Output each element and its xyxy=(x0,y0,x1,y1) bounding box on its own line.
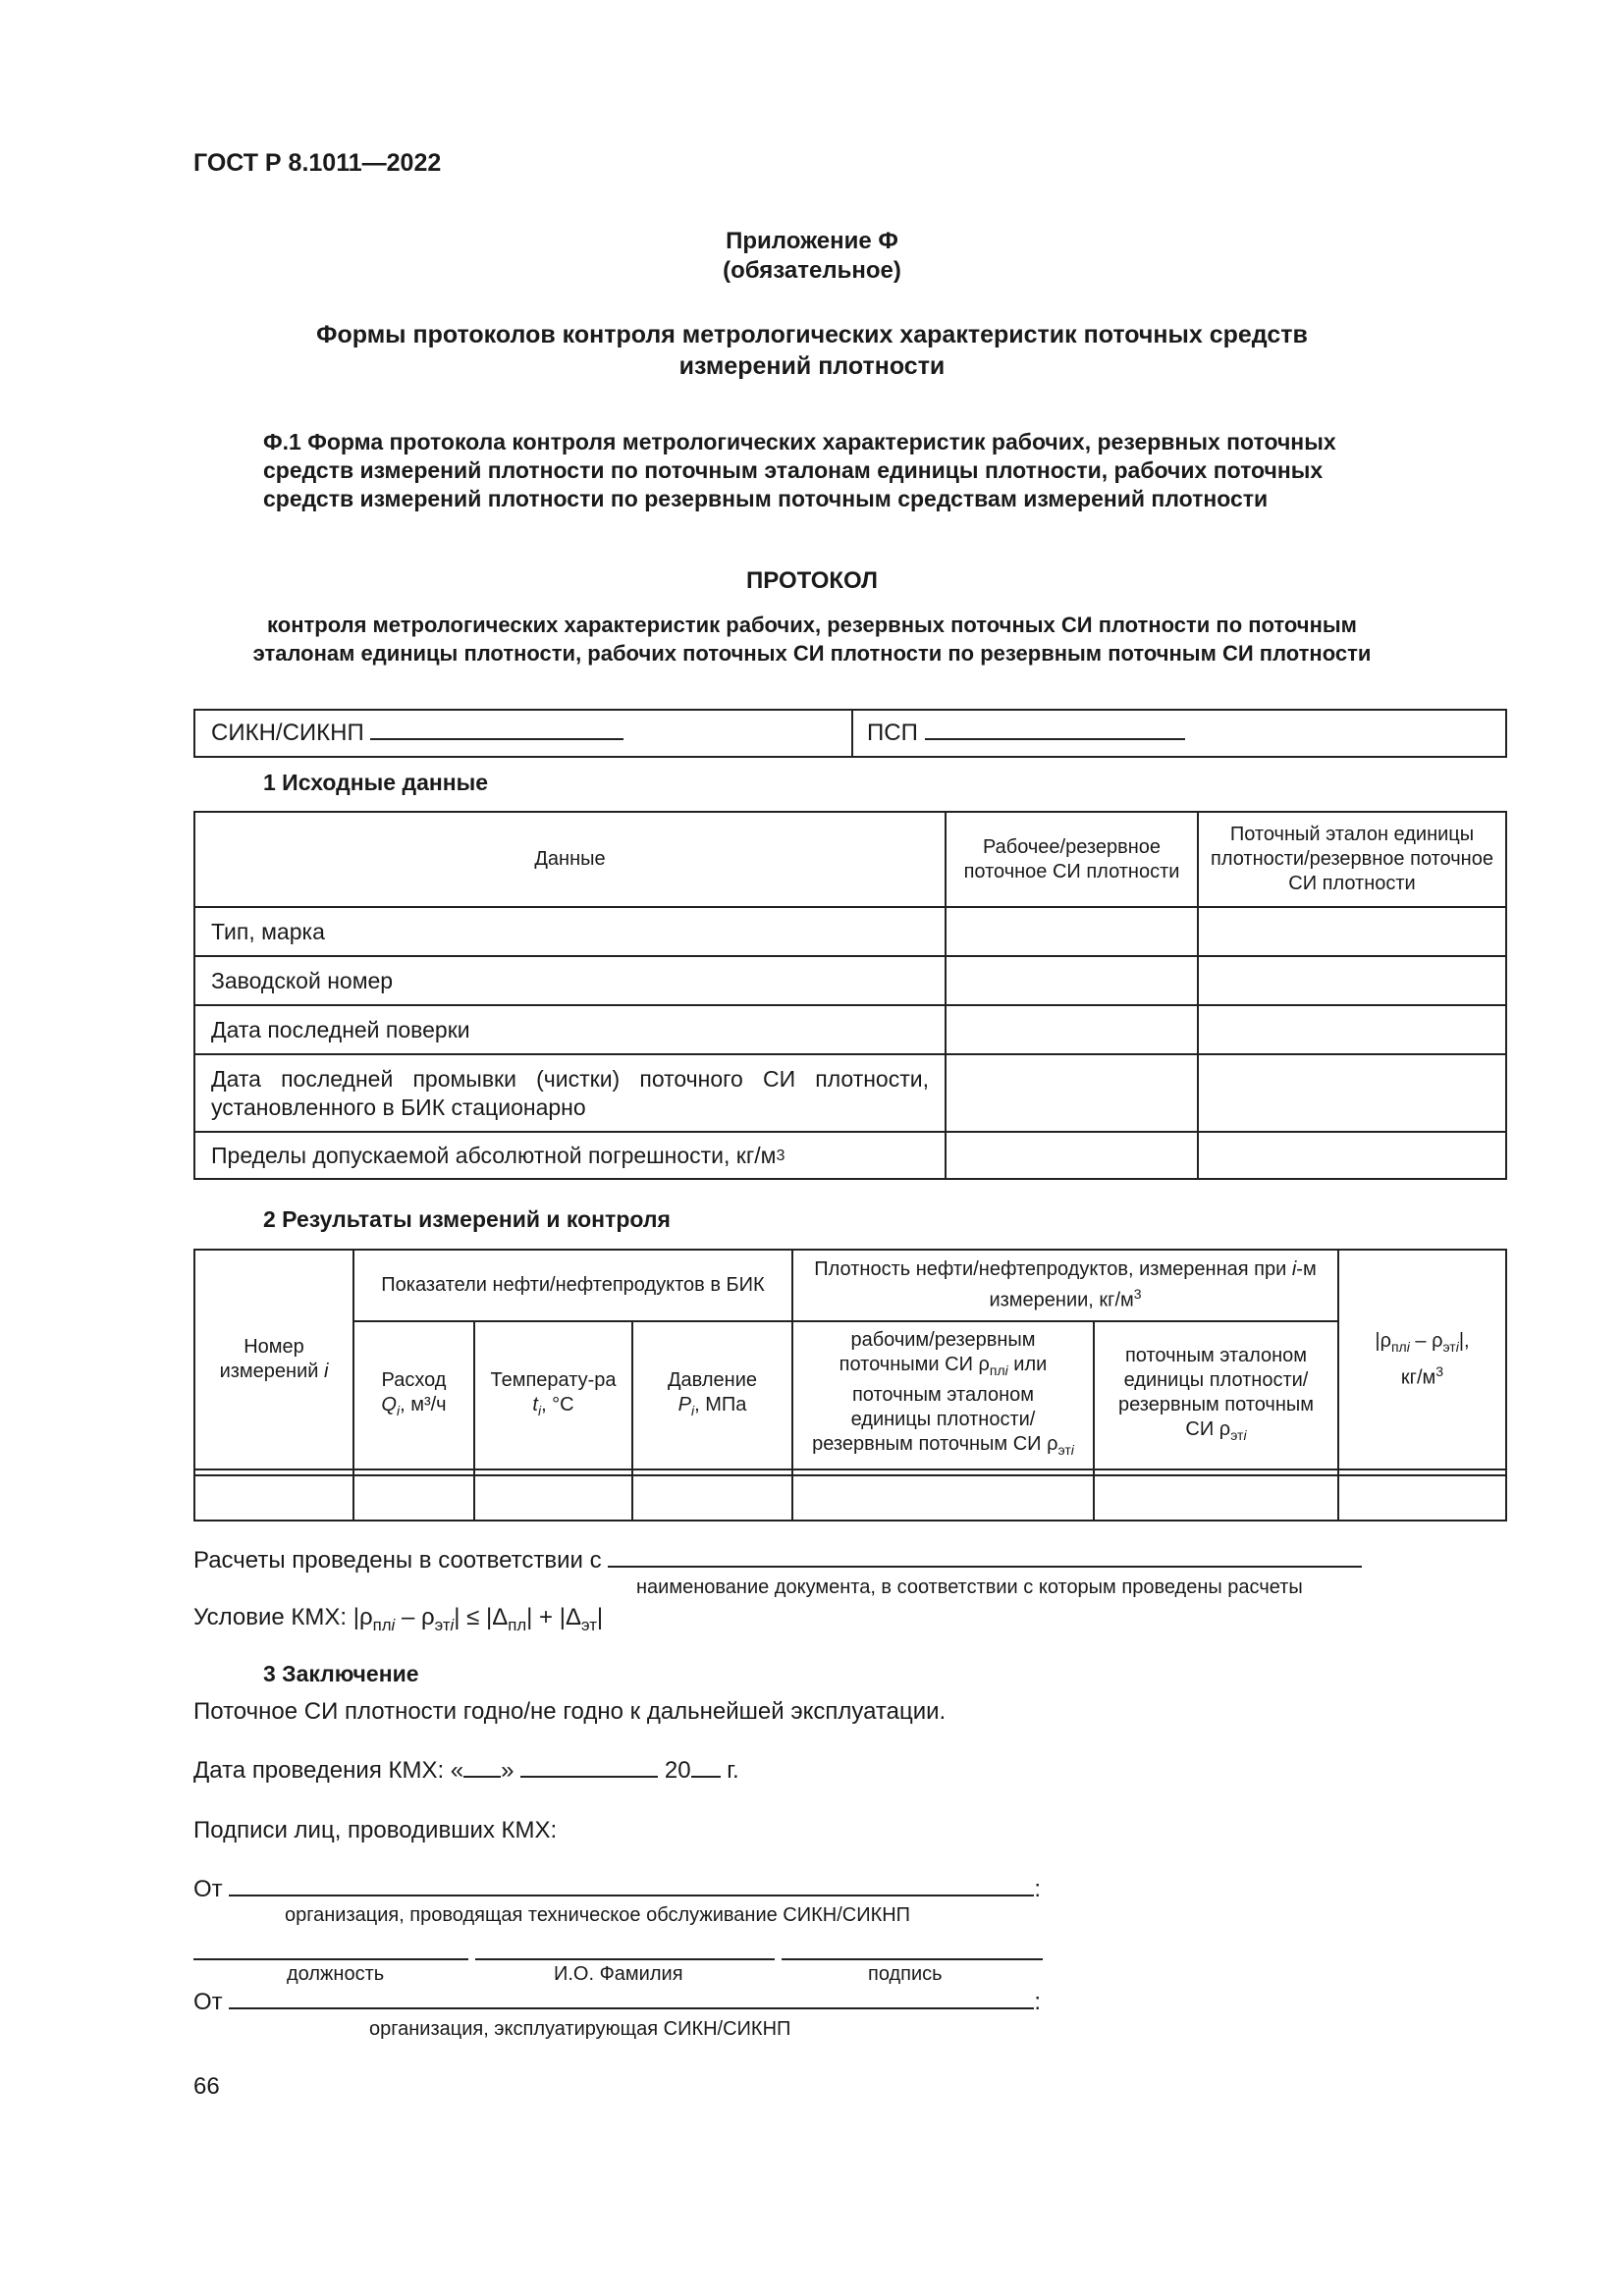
section3-title: 3 Заключение xyxy=(263,1661,419,1686)
calc-label: Расчеты проведены в соответствии с xyxy=(193,1547,602,1574)
header-temperature: Температу-ра $t_i$, °С xyxy=(490,1368,617,1418)
year-input[interactable] xyxy=(691,1776,721,1778)
header-working-density: рабочим/резервным поточными СИ $\rho_{плi}$ или поточным эталоном единицы плотности/резервным поточным СИ $\rho_{этi}$ xyxy=(812,1329,1074,1458)
psp-field[interactable] xyxy=(867,720,1185,747)
number-label: Номер измерений xyxy=(219,1336,319,1382)
day-input[interactable] xyxy=(463,1776,501,1778)
main-title-line: Формы протоколов контроля метрологических характеристик поточных средств xyxy=(316,321,1308,348)
temp-label: Температу-ра xyxy=(490,1368,617,1391)
press-unit: , МПа xyxy=(694,1393,747,1415)
section2-title: 2 Результаты измерений и контроля xyxy=(263,1206,671,1232)
date-quote: » xyxy=(501,1757,514,1784)
standard-header: ГОСТ Р 8.1011—2022 xyxy=(193,149,442,177)
section-f1-heading xyxy=(263,428,1336,513)
org1-line[interactable]: От : xyxy=(193,1876,1042,1902)
header-etalon: Поточный эталон единицы плотности/резервное поточное СИ плотности xyxy=(1211,824,1493,894)
month-input[interactable] xyxy=(520,1776,658,1778)
header-working-si: Рабочее/резервное поточное СИ плотности xyxy=(963,835,1180,882)
temp-unit: , °С xyxy=(541,1393,574,1415)
header-etalon-density: поточным эталоном единицы плотности/резервным поточным СИ $\rho_{этi}$ xyxy=(1117,1344,1315,1443)
date-label: Дата проведения КМХ: « xyxy=(193,1757,464,1784)
f1-line: Ф.1 Форма протокола контроля метрологических характеристик рабочих, резервных поточных xyxy=(263,429,1336,454)
sikn-input-line[interactable] xyxy=(370,738,623,740)
appendix-title: Приложение Ф xyxy=(726,228,898,254)
results-table xyxy=(193,1249,1507,1522)
header-difference: $|\rho_{плi} - \rho_{этi}|$, $кг/м^3$ xyxy=(1375,1329,1470,1389)
sikn-label: СИКН/СИКНП xyxy=(211,720,364,746)
station-box xyxy=(193,709,1507,758)
main-title-line: измерений плотности xyxy=(678,352,946,380)
header-data: Данные xyxy=(534,848,606,870)
press-label: Давление xyxy=(668,1368,757,1391)
header-group-density: Плотность нефти/нефтепродуктов, измеренная при i-м измерении, $кг/м^3$ xyxy=(814,1258,1317,1311)
divider xyxy=(195,1474,1505,1476)
signature-caption: подпись xyxy=(868,1963,943,1985)
section1-title: 1 Исходные данные xyxy=(263,770,489,795)
signature-input[interactable] xyxy=(782,1958,1043,1960)
row-error-limits xyxy=(195,1133,945,1178)
flow-unit: , м³/ч xyxy=(400,1393,447,1415)
diff-unit: кг/м xyxy=(1400,1366,1436,1389)
calc-caption: наименование документа, в соответствии с которым проведены расчеты xyxy=(636,1576,1303,1598)
sikn-field[interactable] xyxy=(211,720,623,747)
working-label-2: или поточным эталоном единицы плотности/резервным поточным СИ ρ xyxy=(812,1354,1058,1455)
position-input[interactable] xyxy=(193,1958,468,1960)
year-prefix: 20 xyxy=(664,1757,691,1784)
protocol-title: ПРОТОКОЛ xyxy=(746,567,878,594)
unit-sup: 3 xyxy=(776,1146,785,1164)
header-flow: Расход $Q_i$, м³/ч xyxy=(381,1368,447,1418)
org1-input[interactable] xyxy=(229,1895,1034,1896)
appendix-status: (обязательное) xyxy=(723,257,901,284)
from-label: От xyxy=(193,1876,223,1902)
header-number xyxy=(195,1251,352,1468)
org1-caption: организация, проводящая техническое обслуживание СИКН/СИКНП xyxy=(285,1904,911,1926)
org2-line[interactable]: От : xyxy=(193,1989,1042,2015)
page-number: 66 xyxy=(193,2073,220,2100)
working-label: рабочим/резервным поточными СИ ρ xyxy=(839,1329,1036,1375)
error-limits-label: Пределы допускаемой абсолютной погрешности, кг/м xyxy=(211,1142,777,1168)
flow-label: Расход xyxy=(381,1368,447,1391)
header-pressure: Давление $P_i$, МПа xyxy=(668,1368,757,1418)
f1-line: средств измерений плотности по резервным поточным средствам измерений плотности xyxy=(263,486,1269,511)
row-flush-date: Дата последней промывки (чистки) поточного СИ плотности, установленного в БИК стационарно xyxy=(211,1065,929,1120)
year-suffix: г. xyxy=(727,1757,739,1784)
calc-line[interactable] xyxy=(193,1547,1362,1575)
f1-line: средств измерений плотности по поточным эталонам единицы плотности, рабочих поточных xyxy=(263,457,1324,483)
protocol-subtitle xyxy=(0,611,1624,667)
row-type: Тип, марка xyxy=(211,918,325,944)
number-var: i xyxy=(323,1361,329,1382)
conclusion-text: Поточное СИ плотности годно/не годно к дальнейшей эксплуатации. xyxy=(193,1698,947,1725)
calc-document-input[interactable] xyxy=(608,1566,1362,1568)
etalon-label: поточным эталоном единицы плотности/резервным поточным СИ ρ xyxy=(1117,1344,1315,1440)
initial-data-table xyxy=(193,811,1507,1180)
kmx-condition: Условие КМХ: $|\rho_{плi} - \rho_{этi}| \le |\Delta_{пл}| + |\Delta_{эт}|$ xyxy=(193,1604,604,1634)
density-label-a: Плотность нефти/нефтепродуктов, измеренная при xyxy=(814,1258,1292,1281)
org2-input[interactable] xyxy=(229,2007,1034,2009)
name-caption: И.О. Фамилия xyxy=(554,1963,683,1985)
condition-label: Условие КМХ: xyxy=(193,1604,348,1630)
main-title xyxy=(0,319,1624,382)
from-label: От xyxy=(193,1989,223,2015)
position-caption: должность xyxy=(287,1963,385,1985)
divider xyxy=(195,1468,1505,1470)
divider xyxy=(851,711,853,756)
subtitle-line: контроля метрологических характеристик рабочих, резервных поточных СИ плотности по поточным xyxy=(267,613,1357,637)
header-group-parameters: Показатели нефти/нефтепродуктов в БИК xyxy=(381,1274,765,1296)
row-verification-date: Дата последней поверки xyxy=(211,1016,470,1042)
org2-caption: организация, эксплуатирующая СИКН/СИКНП xyxy=(369,2018,791,2040)
row-serial: Заводской номер xyxy=(211,967,394,993)
subtitle-line: эталонам единицы плотности, рабочих поточных СИ плотности по резервным поточным СИ плотности xyxy=(252,641,1372,666)
signatures-label: Подписи лиц, проводивших КМХ: xyxy=(193,1817,558,1843)
psp-label: ПСП xyxy=(867,720,918,746)
density-label-b: -м измерении, кг/м xyxy=(989,1258,1317,1311)
psp-input-line[interactable] xyxy=(925,738,1185,740)
name-input[interactable] xyxy=(475,1958,775,1960)
date-line[interactable] xyxy=(193,1757,739,1785)
